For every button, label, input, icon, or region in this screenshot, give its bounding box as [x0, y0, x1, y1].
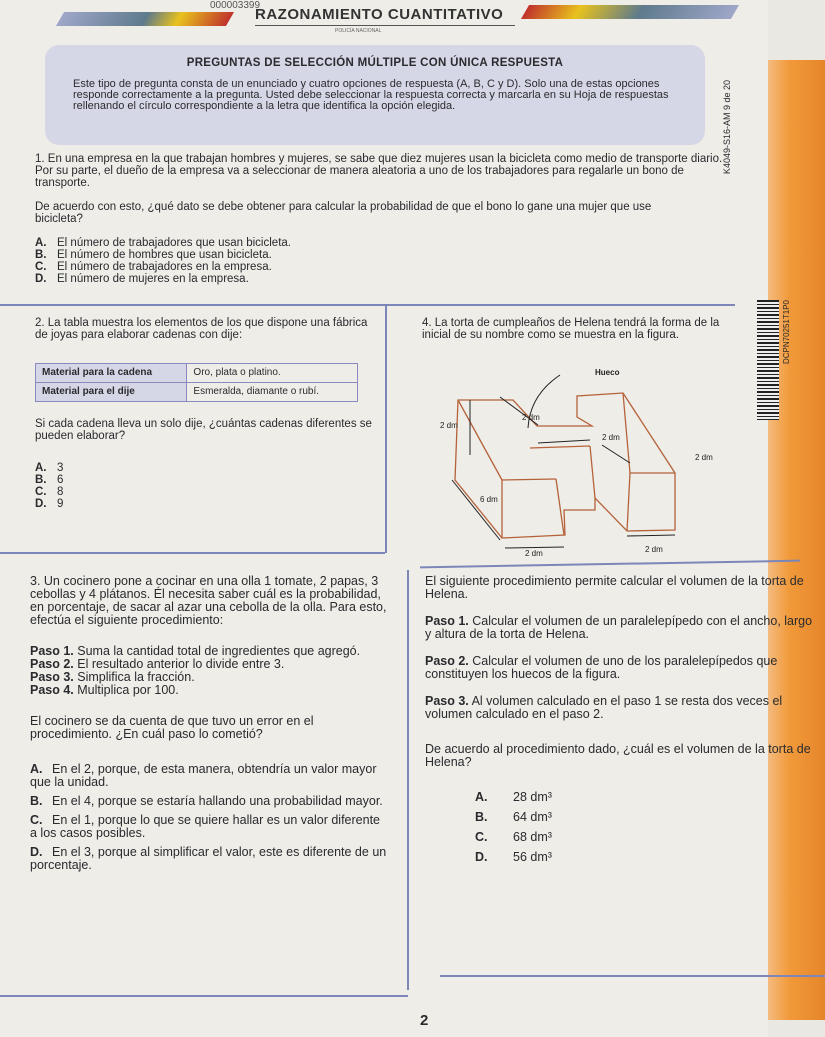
q4-stem: 4. La torta de cumpleaños de Helena tendrá la forma de la inicial de su nombre como se muestra en la figura.: [422, 317, 720, 341]
q4-step: Paso 1. Calcular el volumen de un paralelepípedo con el ancho, largo y altura de la torta de Helena.: [425, 614, 813, 641]
q4: [422, 317, 727, 341]
q4-option-a[interactable]: A. 28 dm³: [475, 790, 552, 804]
q1-stem: 1. En una empresa en la que trabajan hombres y mujeres, se sabe que diez mujeres usan la bicicleta como medio de transporte diario. Por su parte, el dueño de la empresa va a seleccionar de manera aleatoria a uno de los trabajadores para regalarle un bono de transporte.: [35, 153, 723, 189]
q1-question: De acuerdo con esto, ¿qué dato se debe obtener para calcular la probabilidad de que el bono lo gane una mujer que use bicicleta?: [35, 201, 652, 225]
q4-question: De acuerdo al procedimiento dado, ¿cuál es el volumen de la torta de Helena?: [425, 742, 811, 769]
table-row: Material para la cadena Oro, plata o platino.: [36, 364, 358, 383]
section-title: RAZONAMIENTO CUANTITATIVO: [255, 6, 504, 23]
divider: [440, 975, 825, 977]
divider: [0, 304, 735, 306]
q1-option-a[interactable]: A. El número de trabajadores que usan bicicleta.: [35, 237, 291, 249]
q1-option-d[interactable]: D. El número de mujeres en la empresa.: [35, 273, 249, 285]
banner-right: [525, 5, 735, 19]
dim-bottom-left: 2 dm: [525, 549, 543, 558]
q3-option-b[interactable]: B. En el 4, porque se estaría hallando una probabilidad mayor.: [30, 794, 383, 808]
pencil: [765, 60, 825, 1020]
table-row: Material para el dije Esmeralda, diamante o rubí.: [36, 383, 358, 402]
q3-step: Paso 2. El resultado anterior lo divide entre 3.: [30, 657, 285, 671]
serial-number: 000003399: [210, 0, 261, 11]
q1: [35, 153, 730, 285]
divider: [385, 305, 387, 553]
q3-question: El cocinero se da cuenta de que tuvo un error en el procedimiento. ¿En cuál paso lo cometió?: [30, 714, 314, 741]
q2-option-b[interactable]: B. 6: [35, 474, 64, 486]
hole-label: Hueco: [595, 368, 620, 377]
divider: [0, 552, 385, 554]
side-code: K4049-S16-AM 9 de 20: [722, 80, 732, 175]
q3-step: Paso 4. Multiplica por 100.: [30, 683, 179, 697]
q2-option-a[interactable]: A. 3: [35, 462, 64, 474]
dim-height: 2 dm: [440, 421, 458, 430]
q3-option-c[interactable]: C. En el 1, porque lo que se quiere hallar es un valor diferente a los casos posibles.: [30, 813, 380, 840]
q2-table: [35, 363, 358, 402]
q2: [35, 317, 380, 510]
barcode: [757, 300, 779, 420]
q4-option-b[interactable]: B. 64 dm³: [475, 810, 552, 824]
q3-stem: 3. Un cocinero pone a cocinar en una olla 1 tomate, 2 papas, 3 cebollas y 4 plátanos. Él necesita saber cuál es la probabilidad, en porcentaje, de sacar al azar una cebolla de la olla. Para esto, efectúa el siguiente procedimiento:: [30, 574, 387, 627]
dim-length: 6 dm: [480, 495, 498, 504]
section-subtitle: POLICÍA NACIONAL: [335, 28, 382, 34]
q3-step: Paso 1. Suma la cantidad total de ingredientes que agregó.: [30, 644, 361, 658]
barcode-code: DCPN70251T1P0: [782, 300, 791, 365]
q4-intro: El siguiente procedimiento permite calcular el volumen de la torta de Helena.: [425, 574, 804, 601]
q1-option-b[interactable]: B. El número de hombres que usan bicicleta.: [35, 249, 272, 261]
title-underline: [255, 25, 515, 26]
banner-left: [60, 12, 230, 26]
dim-gap: 2 dm: [602, 433, 620, 442]
q3: [30, 575, 390, 872]
q4-step: Paso 3. Al volumen calculado en el paso 1 se resta dos veces el volumen calculado en el paso 2.: [425, 694, 783, 721]
q4-step: Paso 2. Calcular el volumen de uno de los paralelepípedos que constituyen los huecos de la figura.: [425, 654, 778, 681]
divider: [0, 995, 408, 997]
q4-option-c[interactable]: C. 68 dm³: [475, 830, 552, 844]
q2-option-d[interactable]: D. 9: [35, 498, 64, 510]
q4-procedure: [425, 575, 820, 864]
q3-steps: [30, 645, 390, 697]
q1-option-c[interactable]: C. El número de trabajadores en la empresa.: [35, 261, 272, 273]
q3-step: Paso 3. Simplifica la fracción.: [30, 670, 195, 684]
dim-bottom-right: 2 dm: [645, 545, 663, 554]
instructions-text: Este tipo de pregunta consta de un enunciado y cuatro opciones de respuesta (A, B, C y D). Solo una de estas opciones responde correctamente a la pregunta. Usted debe seleccionar la respuesta correcta y marcarla en su Hoja de respuestas rellenando el círculo correspondiente a la letra que identifica la opción elegida.: [73, 78, 669, 112]
instructions-heading: PREGUNTAS DE SELECCIÓN MÚLTIPLE CON ÚNICA RESPUESTA: [186, 57, 564, 69]
q4-figure: [440, 360, 760, 560]
q4-option-d[interactable]: D. 56 dm³: [475, 850, 552, 864]
page-number: 2: [420, 1012, 429, 1029]
q3-option-a[interactable]: A. En el 2, porque, de esta manera, obtendría un valor mayor que la unidad.: [30, 762, 377, 789]
q2-question: Si cada cadena lleva un solo dije, ¿cuántas cadenas diferentes se pueden elaborar?: [35, 418, 372, 442]
dim-top: 2 dm: [522, 413, 540, 422]
q2-stem: 2. La tabla muestra los elementos de los que dispone una fábrica de joyas para elaborar cadenas con dije:: [35, 317, 368, 341]
divider: [407, 570, 409, 990]
q3-option-d[interactable]: D. En el 3, porque al simplificar el valor, este es diferente de un porcentaje.: [30, 845, 387, 872]
q2-option-c[interactable]: C. 8: [35, 486, 64, 498]
dim-right: 2 dm: [695, 453, 713, 462]
instructions-box: [45, 45, 705, 145]
